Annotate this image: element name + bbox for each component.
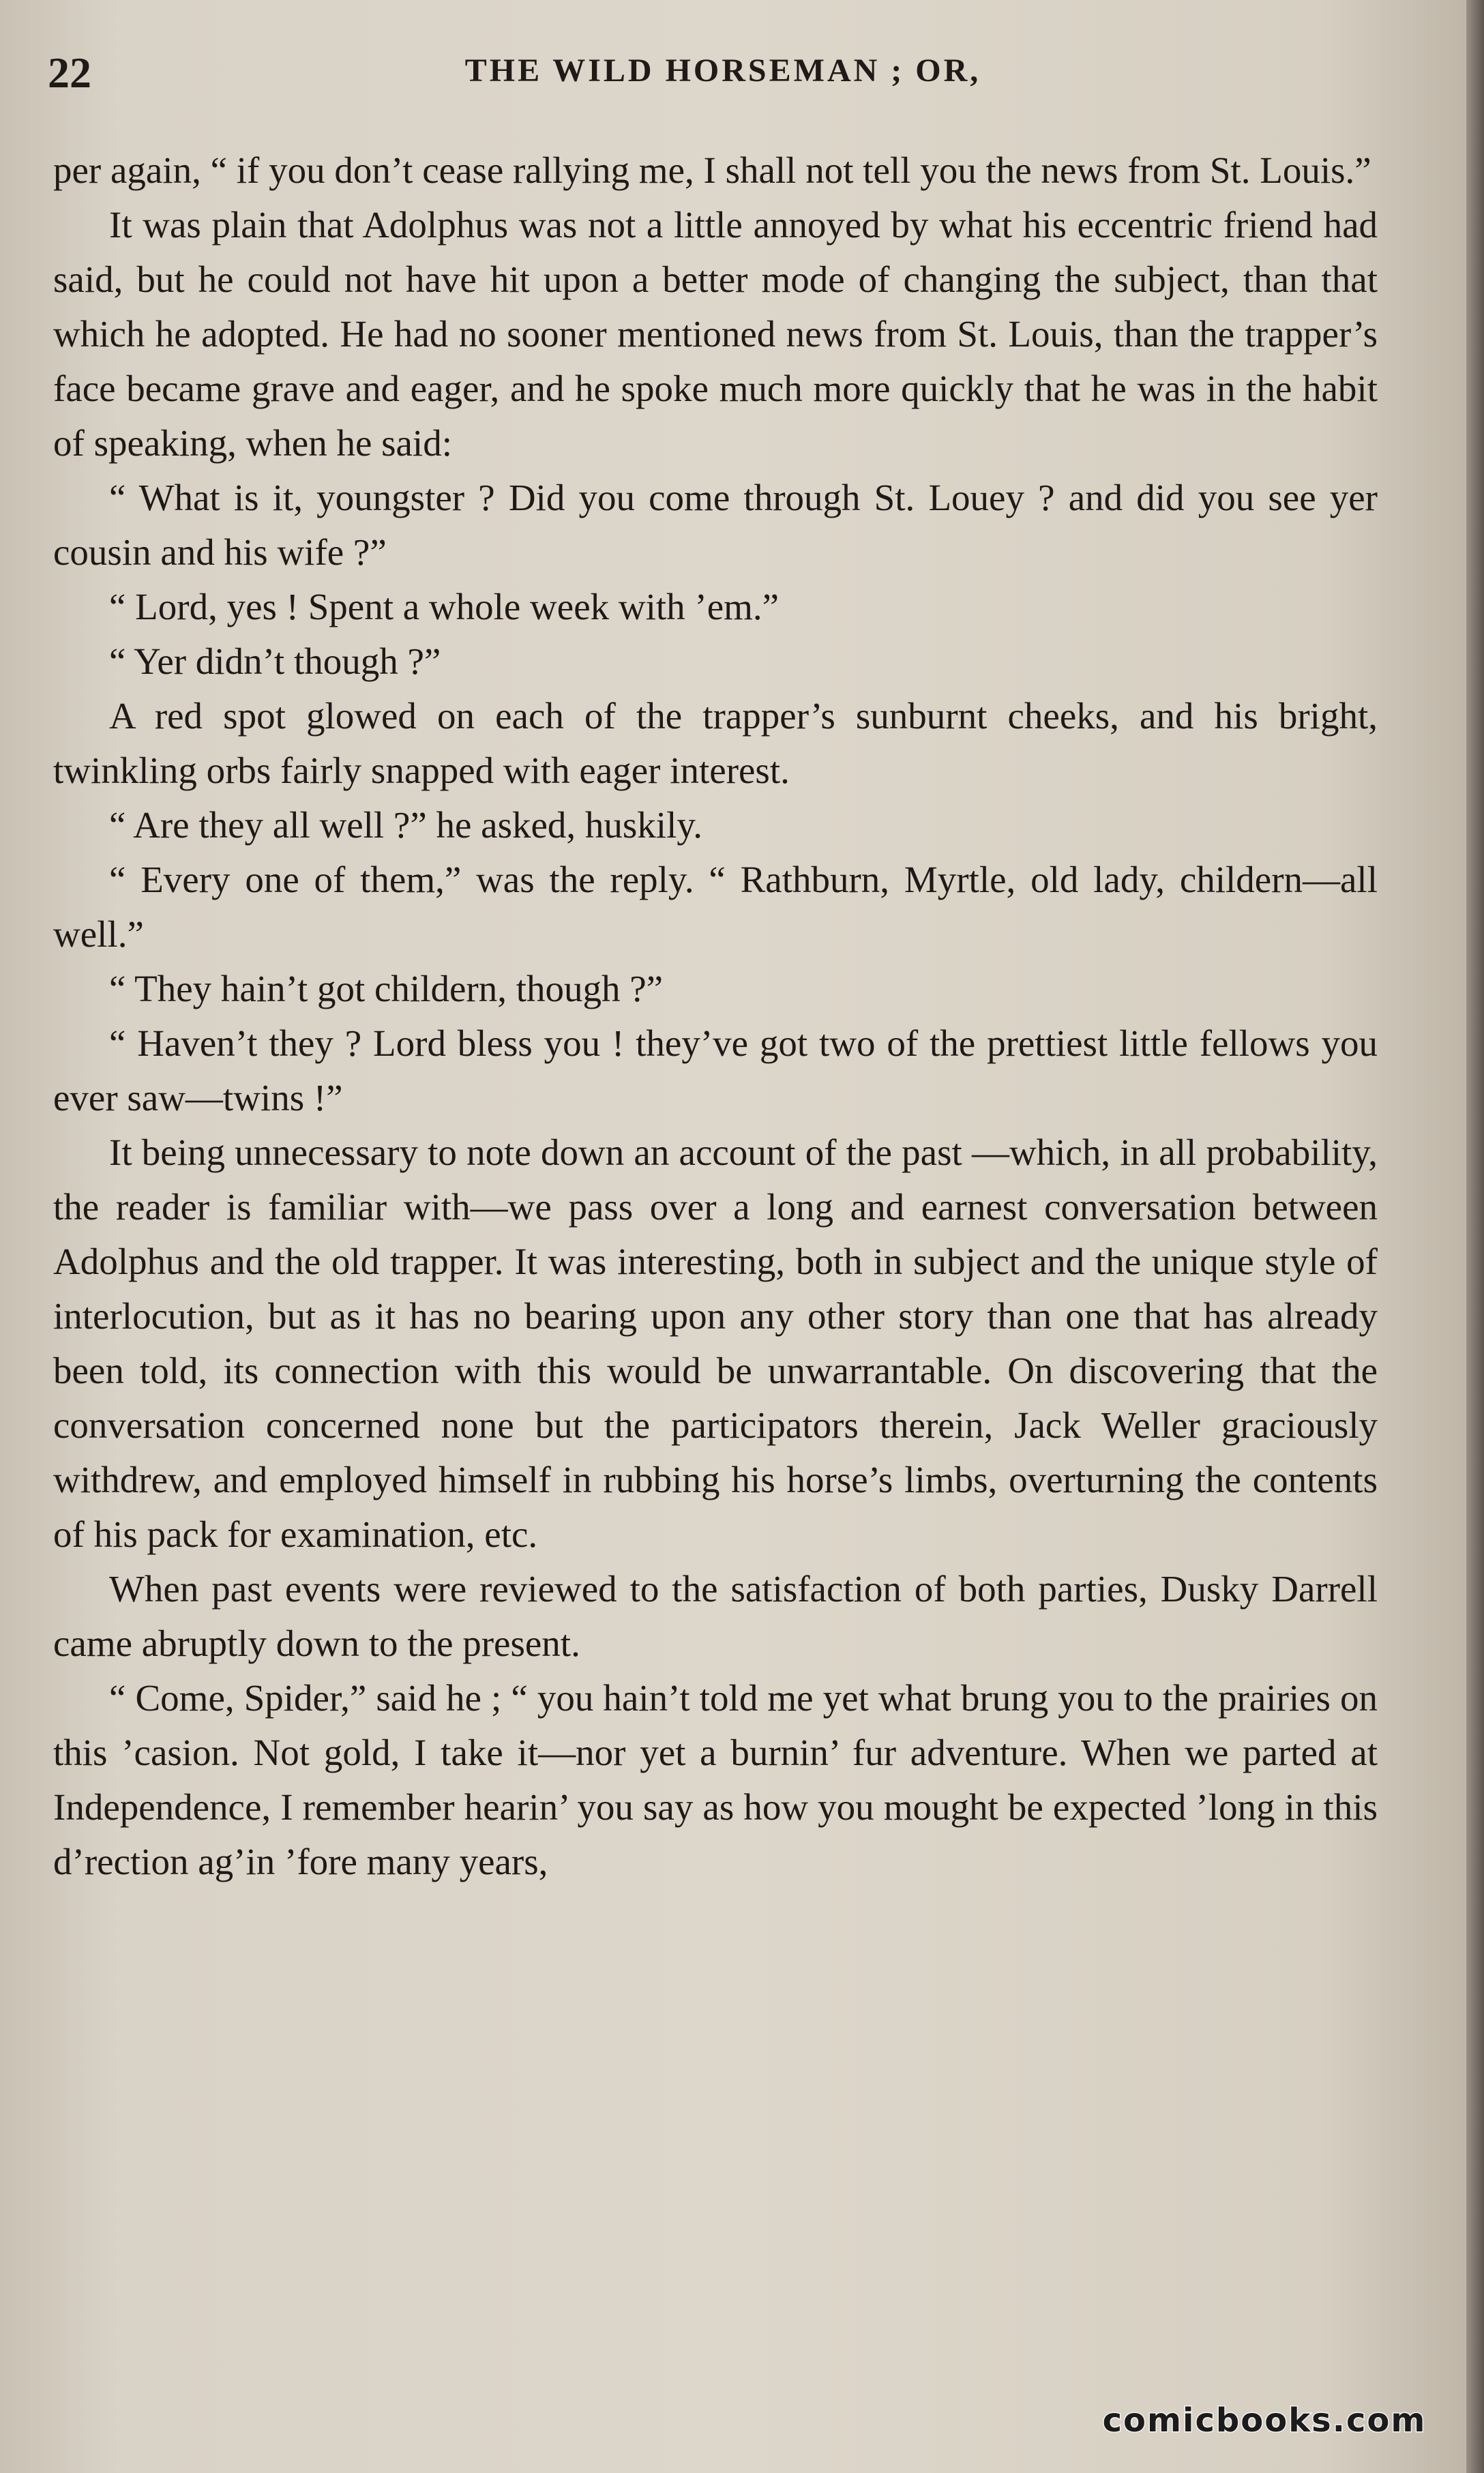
- paragraph-10: “ Haven’t they ? Lord bless you ! they’ve got two of the prettiest little fellows you ever saw—twins !”: [53, 1022, 1378, 1119]
- running-head: [48, 48, 1398, 102]
- watermark-logo: comicbooks.com: [1102, 2401, 1427, 2440]
- paragraph-1: per again, “ if you don’t cease rallying me, I shall not tell you the news from St. Louis.”: [53, 149, 1371, 191]
- paragraph-5: “ Yer didn’t though ?”: [109, 640, 441, 682]
- body-text: [53, 143, 1378, 1889]
- paragraph-9: “ They hain’t got childern, though ?”: [109, 968, 664, 1009]
- paragraph-7: “ Are they all well ?” he asked, huskily.: [109, 804, 703, 846]
- paragraph-4: “ Lord, yes ! Spent a whole week with ’em.”: [109, 586, 780, 627]
- running-title: THE WILD HORSEMAN ; OR,: [464, 53, 981, 89]
- page-number: 22: [48, 48, 91, 97]
- paragraph-13: “ Come, Spider,” said he ; “ you hain’t told me yet what brung you to the prairies on this ’casion. Not gold, I take it—nor yet a burnin’ fur adventure. When we parted at Independence, I remember hearin’ you say as how you mought be expected ’long in this d’rection ag’in ’fore many years,: [53, 1677, 1378, 1882]
- paragraph-11: It being unnecessary to note down an account of the past —which, in all probability, the reader is familiar with—we pass over a long and earnest conversation between Adolphus and the old trapper. It was interesting, both in subject and the unique style of interlocution, but as it has no bearing upon any other story than one that has already been told, its connection with this would be unwarrantable. On discovering that the conversation concerned none but the participators therein, Jack Weller graciously withdrew, and employed himself in rubbing his horse’s limbs, overturning the contents of his pack for examination, etc.: [53, 1131, 1378, 1555]
- paragraph-6: A red spot glowed on each of the trapper’s sunburnt cheeks, and his bright, twinkling orbs fairly snapped with eager interest.: [53, 695, 1378, 791]
- page-edge: [1466, 0, 1484, 2473]
- paragraph-12: When past events were reviewed to the satisfaction of both parties, Dusky Darrell came abruptly down to the present.: [53, 1568, 1378, 1664]
- paragraph-3: “ What is it, youngster ? Did you come through St. Louey ? and did you see yer cousin and his wife ?”: [53, 477, 1378, 573]
- paragraph-2: It was plain that Adolphus was not a little annoyed by what his eccentric friend had said, but he could not have hit upon a better mode of changing the subject, than that which he adopted. He had no sooner mentioned news from St. Louis, than the trapper’s face became grave and eager, and he spoke much more quickly that he was in the habit of speaking, when he said:: [53, 204, 1378, 464]
- paragraph-8: “ Every one of them,” was the reply. “ Rathburn, Myrtle, old lady, childern—all well.”: [53, 859, 1378, 955]
